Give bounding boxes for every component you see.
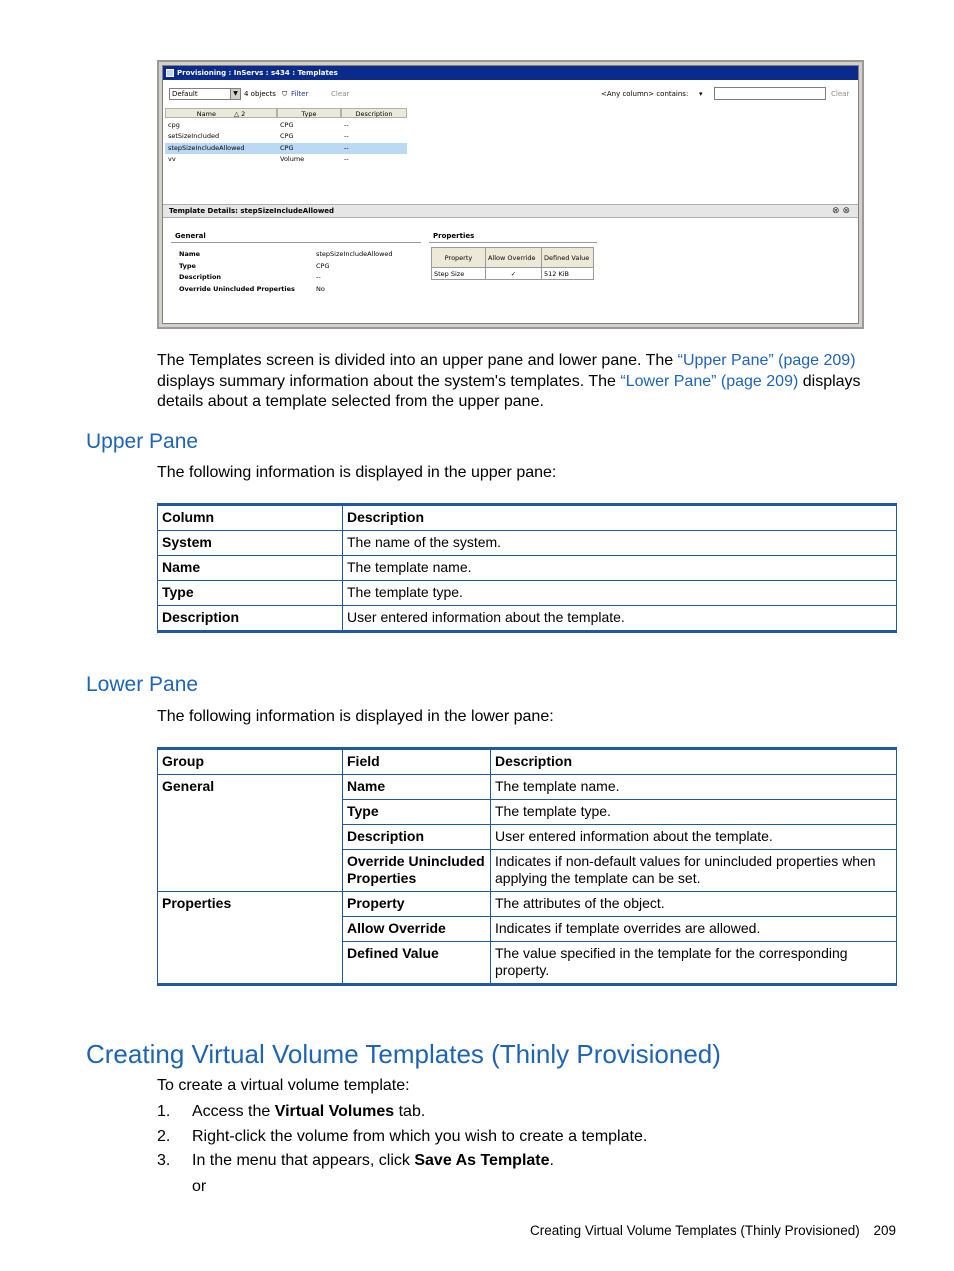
header-column: Column bbox=[158, 505, 343, 531]
column-header-type[interactable]: Type bbox=[277, 108, 341, 118]
or-text: or bbox=[192, 1178, 207, 1195]
window-title: Provisioning : InServs : s434 : Templates bbox=[177, 69, 338, 77]
table-row: System The name of the system. bbox=[158, 531, 897, 556]
header-description: Description bbox=[343, 505, 897, 531]
view-select[interactable]: Default ▼ bbox=[169, 88, 241, 100]
screenshot-window bbox=[162, 65, 859, 324]
object-count: 4 objects bbox=[244, 90, 276, 98]
table-header-row bbox=[158, 749, 897, 775]
header-group: Group bbox=[158, 749, 343, 775]
properties-table bbox=[431, 247, 594, 280]
table-row: Override Unincluded Properties Indicates if non-default values for unincluded properties when applying the template can be set. bbox=[158, 850, 897, 892]
properties-group-label: Properties bbox=[433, 232, 475, 240]
page-footer bbox=[530, 1222, 896, 1240]
lower-pane-link[interactable]: “Lower Pane” (page 209) bbox=[620, 372, 799, 390]
table-row: Description User entered information about the template. bbox=[158, 606, 897, 632]
grid-toolbar bbox=[163, 80, 858, 104]
general-labels: Name Type Description Override Unincluded Properties bbox=[179, 250, 295, 293]
window-titlebar bbox=[163, 66, 858, 80]
intro-paragraph: The Templates screen is divided into an upper pane and lower pane. The “Upper Pane” (page 209) displays summary information about the system's templates. The “Lower Pane” (page 209) displays details about a template selected from the upper pane. bbox=[157, 352, 861, 410]
search-input[interactable] bbox=[714, 87, 826, 100]
prop-property[interactable]: Step Size bbox=[432, 268, 486, 280]
chevron-down-icon: ▼ bbox=[230, 89, 240, 99]
prop-header-defined-value[interactable]: Defined Value bbox=[542, 248, 594, 268]
template-details-bar bbox=[163, 204, 858, 218]
footer-title: Creating Virtual Volume Templates (Thinly Provisioned) bbox=[530, 1223, 860, 1238]
filter-button[interactable]: Filter bbox=[291, 90, 309, 98]
table-row: Name The template name. bbox=[158, 556, 897, 581]
group-general: General bbox=[158, 775, 343, 892]
list-item: 3. In the menu that appears, click Save As Template. bbox=[157, 1152, 554, 1169]
general-values: stepSizeIncludeAllowed CPG -- No bbox=[316, 250, 393, 293]
table-header-row bbox=[158, 505, 897, 531]
upper-pane-link[interactable]: “Upper Pane” (page 209) bbox=[677, 352, 856, 369]
lower-pane-heading: Lower Pane bbox=[86, 673, 199, 696]
table-row: Allow Override Indicates if template overrides are allowed. bbox=[158, 917, 897, 942]
page-number: 209 bbox=[873, 1223, 896, 1238]
prop-header-allow-override[interactable]: Allow Override bbox=[486, 248, 542, 268]
table-row: General Name The template name. bbox=[158, 775, 897, 800]
prop-defined-value[interactable]: 512 KiB bbox=[542, 268, 594, 280]
general-divider bbox=[171, 242, 421, 243]
column-filter-select[interactable]: <Any column> contains: bbox=[601, 90, 689, 98]
templates-screenshot bbox=[157, 60, 864, 329]
table-row[interactable]: setSizeIncluded CPG -- bbox=[168, 132, 349, 140]
lower-pane-lead: The following information is displayed in the lower pane: bbox=[157, 708, 554, 725]
table-row: Properties Property The attributes of the object. bbox=[158, 892, 897, 917]
table-row[interactable]: vv Volume -- bbox=[168, 155, 349, 163]
prop-header-property[interactable]: Property bbox=[432, 248, 486, 268]
table-row: Type The template type. bbox=[158, 581, 897, 606]
column-header-name[interactable]: Name △ 2 bbox=[165, 108, 277, 118]
upper-pane-lead: The following information is displayed in the upper pane: bbox=[157, 464, 557, 481]
upper-pane-table bbox=[157, 503, 897, 633]
filter-icon[interactable]: ⛉ bbox=[282, 90, 288, 98]
header-description: Description bbox=[491, 749, 897, 775]
sort-indicator: △ 2 bbox=[234, 110, 246, 118]
upper-pane-heading: Upper Pane bbox=[86, 430, 199, 453]
list-item: 2. Right-click the volume from which you wish to create a template. bbox=[157, 1127, 648, 1145]
collapse-icon[interactable]: ⊗ bbox=[832, 206, 840, 216]
section-heading: Creating Virtual Volume Templates (Thinly Provisioned) bbox=[86, 1039, 721, 1069]
create-lead: To create a virtual volume template: bbox=[157, 1077, 410, 1094]
general-group-label: General bbox=[175, 232, 206, 240]
table-row: Type The template type. bbox=[158, 800, 897, 825]
table-row-selected[interactable]: stepSizeIncludeAllowed CPG -- bbox=[165, 143, 407, 154]
window-icon bbox=[166, 69, 174, 77]
lower-pane-table bbox=[157, 747, 897, 986]
column-header-description[interactable]: Description bbox=[341, 108, 407, 118]
properties-divider bbox=[429, 242, 597, 243]
checkmark-icon[interactable]: ✓ bbox=[486, 268, 542, 280]
table-row: Description User entered information about the template. bbox=[158, 825, 897, 850]
details-title: Template Details: stepSizeIncludeAllowed bbox=[169, 207, 335, 215]
steps-list bbox=[157, 1100, 897, 1174]
list-item: 1. Access the Virtual Volumes tab. bbox=[157, 1103, 426, 1120]
clear-button[interactable]: Clear bbox=[331, 90, 350, 98]
header-field: Field bbox=[343, 749, 491, 775]
group-properties: Properties bbox=[158, 892, 343, 985]
column-filter-chevron-icon[interactable]: ▾ bbox=[699, 90, 703, 98]
expand-icon[interactable]: ⊗ bbox=[842, 206, 850, 216]
clear-search-button[interactable]: Clear bbox=[831, 90, 850, 98]
table-row: Defined Value The value specified in the template for the corresponding property. bbox=[158, 942, 897, 985]
table-row[interactable]: cpg CPG -- bbox=[168, 121, 349, 129]
